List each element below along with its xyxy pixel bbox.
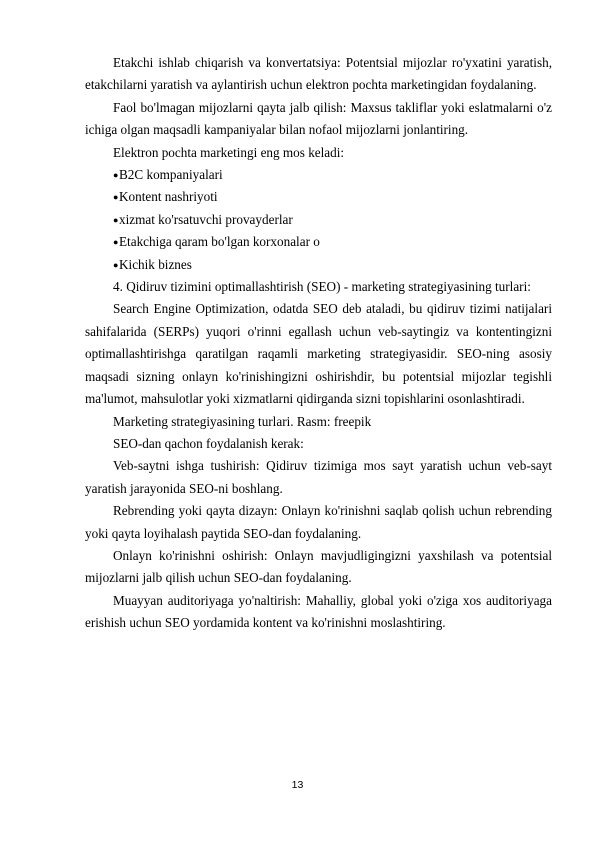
list-item-text: Kichik biznes	[119, 256, 192, 272]
paragraph: Faol bo'lmagan mijozlarni qayta jalb qilish: Maxsus takliflar yoki eslatmalarni o'z ichiga olgan maqsadli kampaniyalar bilan nofaol mijozlarni jonlantiring.	[85, 99, 552, 138]
list-item	[85, 186, 552, 208]
bullet-dot-icon: ●	[113, 170, 119, 181]
paragraph: Search Engine Optimization, odatda SEO deb ataladi, bu qidiruv tizimi natijalari sahifalarida (SERPs) yuqori o'rinni egallash uchun veb-saytingiz va kontentingizni optimallashtirishga qaratilgan raqamli marketing strategiyasidir. SEO-ning asosiy maqsadi sizning onlayn ko'rinishingizni oshirishdir, bu potentsial mijozlar tegishli ma'lumot, mahsulotlar yoki xizmatlarni qidirganda sizni topishlarini osonlashtiradi.	[85, 301, 552, 407]
list-item-text: xizmat ko'rsatuvchi provayderlar	[119, 211, 293, 227]
paragraph: Rebrending yoki qayta dizayn: Onlayn ko'rinishni saqlab qolish uchun rebrending yoki qayta loyihalash paytida SEO-dan foydalaning.	[85, 503, 552, 541]
bullet-list	[85, 164, 552, 276]
paragraph: Muayyan auditoriyaga yo'naltirish: Mahalliy, global yoki o'ziga xos auditoriyaga erishish uchun SEO yordamida kontent va ko'rinishni moslashtiring.	[85, 592, 552, 631]
list-item	[85, 254, 552, 276]
paragraph: Elektron pochta marketingi eng mos keladi:	[113, 144, 345, 160]
bullet-dot-icon: ●	[113, 192, 119, 203]
list-item-text: Kontent nashriyoti	[119, 189, 218, 205]
list-item	[85, 164, 552, 186]
list-item	[85, 231, 552, 253]
list-item-text: B2C kompaniyalari	[119, 167, 223, 183]
paragraph: SEO-dan qachon foydalanish kerak:	[113, 435, 304, 451]
document-body	[85, 52, 552, 635]
paragraph: Etakchi ishlab chiqarish va konvertatsiya: Potentsial mijozlar ro'yxatini yaratish, etakchilarni yaratish va aylantirish uchun elektron pochta marketingidan foydalaning.	[85, 55, 552, 93]
image-caption: Marketing strategiyasining turlari. Rasm: freepik	[113, 413, 372, 429]
paragraph: Onlayn ko'rinishni oshirish: Onlayn mavjudligingizni yaxshilash va potentsial mijozlarni jalb qilish uchun SEO-dan foydalaning.	[85, 547, 552, 586]
bullet-dot-icon: ●	[113, 237, 119, 248]
page-number: 13	[291, 779, 304, 791]
list-item-text: Etakchiga qaram bo'lgan korxonalar o	[119, 234, 320, 250]
list-item	[85, 209, 552, 231]
section-heading: 4. Qidiruv tizimini optimallashtirish (SEO) - marketing strategiyasining turlari:	[113, 279, 531, 295]
paragraph: Veb-saytni ishga tushirish: Qidiruv tizimiga mos sayt yaratish uchun veb-sayt yaratish jarayonida SEO-ni boshlang.	[85, 458, 552, 496]
bullet-dot-icon: ●	[113, 259, 119, 270]
bullet-dot-icon: ●	[113, 214, 119, 225]
